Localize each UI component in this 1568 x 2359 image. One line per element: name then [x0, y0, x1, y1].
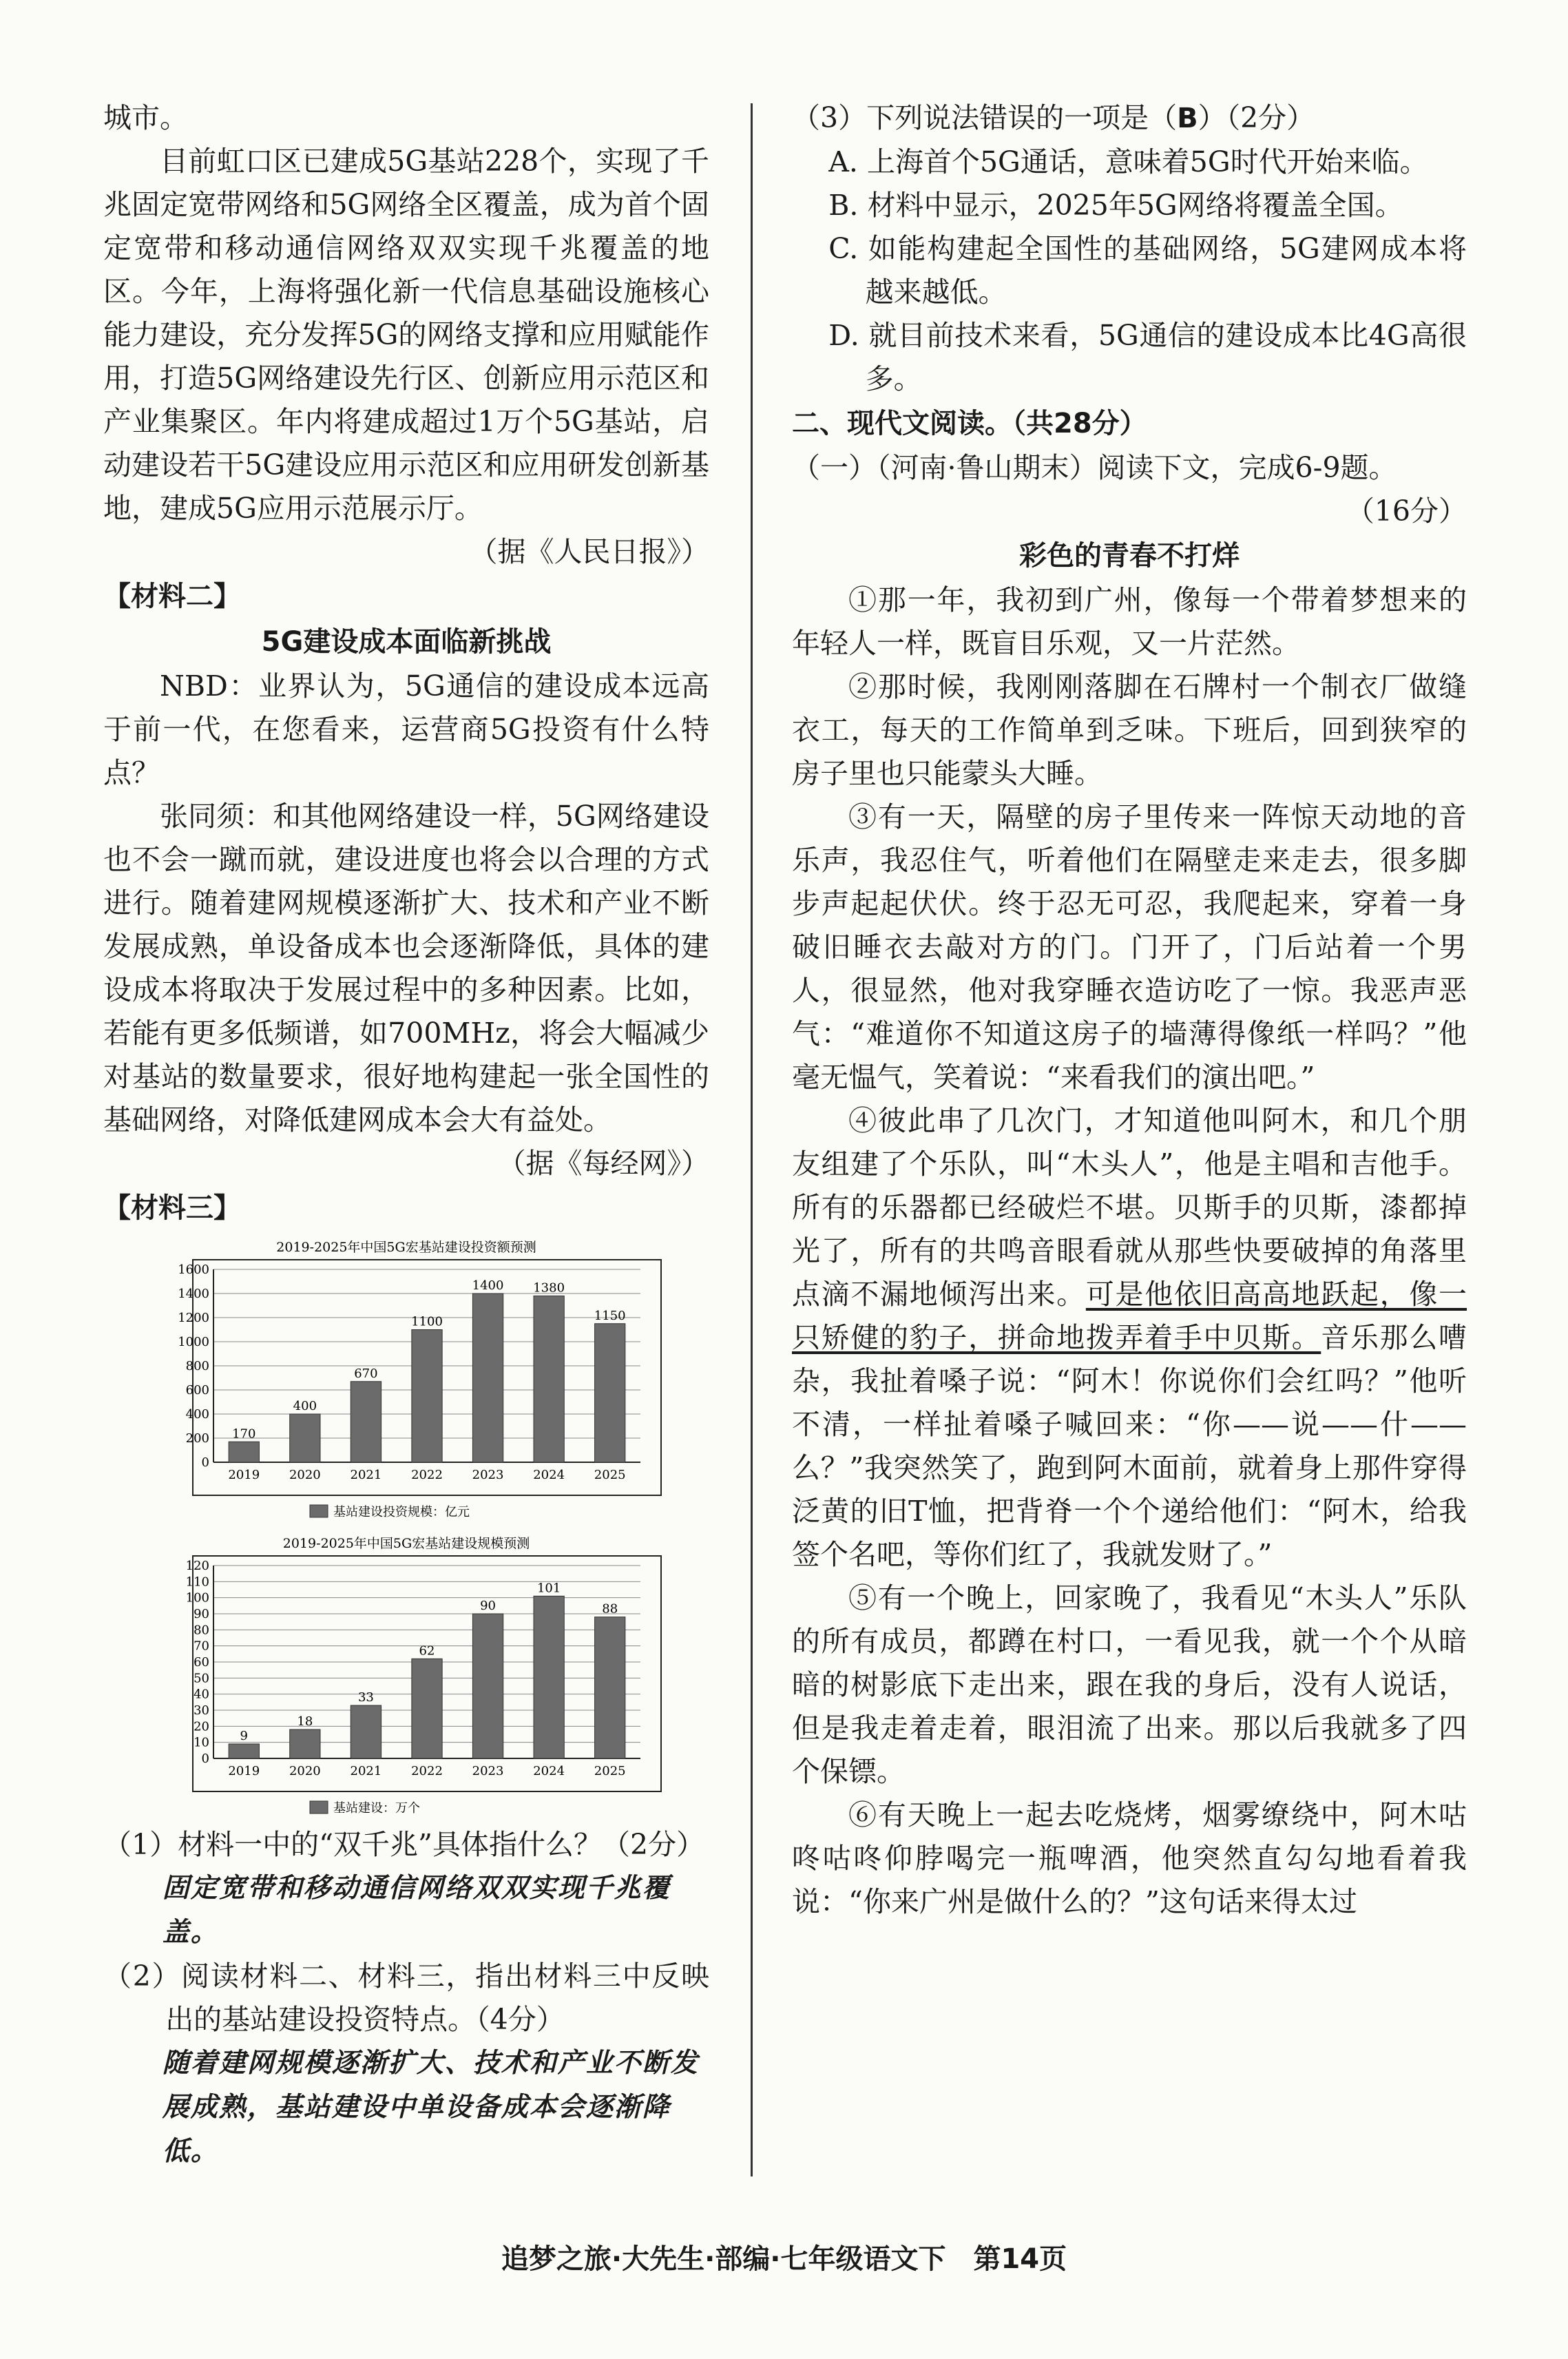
data-label: 400 [293, 1399, 317, 1413]
data-label: 62 [419, 1643, 435, 1659]
x-tick-label: 2019 [228, 1764, 260, 1778]
bar [412, 1330, 442, 1463]
y-tick-label: 1000 [178, 1335, 209, 1349]
legend-swatch [310, 1801, 328, 1814]
article-paragraph-1: ①那一年，我初到广州，像每一个带着梦想来的年轻人一样，既盲目乐观，又一片茫然。 [792, 583, 1467, 660]
y-tick-label: 50 [194, 1671, 209, 1686]
bar [290, 1729, 320, 1758]
option-a: A. 上海首个5G通话，意味着5G时代开始来临。 [828, 145, 1428, 178]
data-label: 88 [602, 1601, 618, 1617]
subsection-score: （16分） [1346, 495, 1467, 528]
y-tick-label: 120 [185, 1559, 209, 1573]
bar [290, 1414, 320, 1462]
y-tick-label: 1200 [178, 1311, 209, 1325]
option-d: D. 就目前技术来看，5G通信的建设成本比4G高很多。 [828, 319, 1467, 395]
scale-chart-svg [145, 1531, 668, 1820]
legend-swatch [310, 1505, 328, 1517]
x-tick-label: 2023 [472, 1764, 504, 1778]
x-tick-label: 2019 [228, 1468, 260, 1482]
x-tick-label: 2025 [594, 1764, 626, 1778]
y-tick-label: 600 [185, 1383, 209, 1397]
article-paragraph-4: ④彼此串了几次门，才知道他叫阿木，和几个朋友组建了个乐队，叫“木头人”，他是主唱和吉他手。所有的乐器都已经破烂不堪。贝斯手的贝斯，漆都掉光了，所有的共鸣音眼看就从那些快要破掉的角落里点滴不漏地倾泻出来。可是他依旧高高地跃起，像一只矫健的豹子，拼命地拨弄着手中贝斯。音乐那么嘈杂，我扯着嗓子说：“阿木！你说你们会红吗？”他听不清，一样扯着嗓子喊回来：“你——说——什——么？”我突然笑了，跑到阿木面前，就着身上那件穿得泛黄的旧T恤，把背脊一个个递给他们：“阿木，给我签个名吧，等你们红了，我就发财了。” [792, 1104, 1467, 1571]
option-c: C. 如能构建起全国性的基础网络，5G建网成本将越来越低。 [828, 232, 1467, 309]
y-tick-label: 0 [201, 1455, 209, 1470]
left-column [103, 96, 709, 2174]
data-label: 170 [232, 1426, 256, 1442]
y-tick-label: 0 [201, 1752, 209, 1766]
bar [229, 1744, 259, 1758]
x-tick-label: 2023 [472, 1468, 504, 1482]
y-tick-label: 90 [194, 1607, 209, 1621]
y-tick-label: 800 [185, 1359, 209, 1373]
material2-answer: 张同须：和其他网络建设一样，5G网络建设也不会一蹴而就，建设进度也将会以合理的方式进行。随着建网规模逐渐扩大、技术和产业不断发展成熟，单设备成本也会逐渐降低，具体的建设成本将取决于发展过程中的多种因素。比如，若能有更多低频谱，如700MHz，将会大幅减少对基站的数量要求，很好地构建起一张全国性的基础网络，对降低建网成本会大有益处。 [103, 800, 709, 1136]
material2-label: 【材料二】 [103, 581, 241, 612]
y-tick-label: 70 [194, 1639, 209, 1654]
x-tick-label: 2022 [411, 1764, 443, 1778]
x-tick-label: 2025 [594, 1468, 626, 1482]
data-label: 1400 [472, 1278, 504, 1293]
y-tick-label: 10 [194, 1735, 209, 1750]
article-title: 彩色的青春不打烊 [1019, 540, 1240, 572]
data-label: 18 [297, 1714, 313, 1729]
x-tick-label: 2021 [350, 1764, 382, 1778]
bar [351, 1705, 381, 1758]
y-tick-label: 400 [185, 1407, 209, 1422]
page-footer: 追梦之旅·大先生·部编·七年级语文下 第14页 [501, 2243, 1067, 2275]
material2-question: NBD：业界认为，5G通信的建设成本远高于前一代，在您看来，运营商5G投资有什么特点？ [103, 669, 709, 789]
x-tick-label: 2020 [289, 1764, 321, 1778]
chart-title: 2019-2025年中国5G宏基站建设投资额预测 [276, 1240, 536, 1255]
section-2-heading: 二、现代文阅读。（共28分） [792, 408, 1147, 439]
underlined-sentence: 可是他依旧高高地跃起，像一只矫健的豹子，拼命地拨弄着手中贝斯。 [792, 1278, 1467, 1354]
article-paragraph-3: ③有一天，隔壁的房子里传来一阵惊天动地的音乐声，我忍住气，听着他们在隔壁走来走去，很多脚步声起起伏伏。终于忍无可忍，我爬起来，穿着一身破旧睡衣去敲对方的门。门开了，门后站着一个男人，很显然，他对我穿睡衣造访吃了一惊。我恶声恶气：“难道你不知道这房子的墙薄得像纸一样吗？”他毫无愠气，笑着说：“来看我们的演出吧。” [792, 800, 1467, 1094]
bar [351, 1382, 381, 1462]
scale-chart [145, 1531, 668, 1823]
option-b: B. 材料中显示，2025年5G网络将覆盖全国。 [828, 189, 1403, 222]
bar [472, 1293, 503, 1462]
x-tick-label: 2021 [350, 1468, 382, 1482]
y-tick-label: 1600 [178, 1262, 209, 1277]
bar [534, 1596, 564, 1758]
material2-title: 5G建设成本面临新挑战 [261, 626, 552, 658]
legend-label: 基站建设：万个 [333, 1801, 420, 1816]
column-divider [751, 103, 753, 2176]
material2-source: （据《每经网》） [497, 1147, 709, 1180]
material1-paragraph: 目前虹口区已建成5G基站228个，实现了千兆固定宽带网络和5G网络全区覆盖，成为首个固定宽带和移动通信网络双双实现千兆覆盖的地区。今年，上海将强化新一代信息基础设施核心能力建设，充分发挥5G的网络支撑和应用赋能作用，打造5G网络建设先行区、创新应用示范区和产业集聚区。年内将建成超过1万个5G基站，启动建设若干5G建设应用示范区和应用研发创新基地，建成5G应用示范展示厅。 [103, 145, 709, 525]
y-tick-label: 110 [185, 1575, 209, 1590]
y-tick-label: 100 [185, 1590, 209, 1605]
legend-label: 基站建设投资规模：亿元 [333, 1505, 470, 1519]
y-tick-label: 30 [194, 1703, 209, 1718]
y-tick-label: 80 [194, 1623, 209, 1638]
article-paragraph-2: ②那时候，我刚刚落脚在石牌村一个制衣厂做缝衣工，每天的工作简单到乏味。下班后，回到狭窄的房子里也只能蒙头大睡。 [792, 670, 1467, 790]
y-tick-label: 60 [194, 1655, 209, 1670]
data-label: 1100 [411, 1314, 443, 1329]
bar [229, 1442, 259, 1462]
answer-2: 随着建网规模逐渐扩大、技术和产业不断发展成熟，基站建设中单设备成本会逐渐降低。 [162, 2048, 699, 2167]
article-paragraph-6: ⑥有天晚上一起去吃烧烤，烟雾缭绕中，阿木咕咚咕咚仰脖喝完一瓶啤酒，他突然直勾勾地看着我说：“你来广州是做什么的？”这句话来得太过 [792, 1798, 1467, 1918]
material1-tail: 城市。 [103, 101, 188, 134]
x-tick-label: 2020 [289, 1468, 321, 1482]
question-3-answer: B [1177, 103, 1198, 134]
right-column [792, 96, 1467, 1924]
question-2: （2）阅读材料二、材料三，指出材料三中反映出的基站建设投资特点。（4分） [103, 1960, 709, 2036]
investment-chart-svg [145, 1235, 668, 1524]
data-label: 670 [354, 1366, 378, 1381]
bar [412, 1659, 442, 1758]
y-tick-label: 40 [194, 1687, 209, 1702]
investment-chart [145, 1235, 668, 1527]
question-1: （1）材料一中的“双千兆”具体指什么？（2分） [103, 1828, 705, 1861]
data-label: 1380 [533, 1280, 565, 1296]
y-tick-label: 1400 [178, 1287, 209, 1301]
bar [534, 1296, 564, 1463]
x-tick-label: 2022 [411, 1468, 443, 1482]
data-label: 101 [536, 1581, 561, 1596]
data-label: 1150 [594, 1308, 626, 1323]
article-paragraph-5: ⑤有一个晚上，回家晚了，我看见“木头人”乐队的所有成员，都蹲在村口，一看见我，就一个个从暗暗的树影底下走出来，跟在我的身后，没有人说话，但是我走着走着，眼泪流了出来。那以后我就多了四个保镖。 [792, 1581, 1467, 1788]
material3-label: 【材料三】 [103, 1192, 241, 1224]
chart-title: 2019-2025年中国5G宏基站建设规模预测 [282, 1536, 530, 1551]
x-tick-label: 2024 [533, 1764, 565, 1778]
question-3: （3）下列说法错误的一项是（B）（2分） [792, 101, 1315, 134]
x-tick-label: 2024 [533, 1468, 565, 1482]
bar [595, 1324, 625, 1462]
bar [472, 1614, 503, 1758]
data-label: 9 [240, 1729, 249, 1743]
data-label: 33 [357, 1690, 374, 1705]
data-label: 90 [480, 1599, 496, 1613]
bar [595, 1617, 625, 1758]
answer-1: 固定宽带和移动通信网络双双实现千兆覆盖。 [162, 1873, 671, 1948]
y-tick-label: 200 [185, 1431, 209, 1446]
subsection-1-heading: （一）（河南·鲁山期末）阅读下文，完成6-9题。 [792, 451, 1397, 484]
y-tick-label: 20 [194, 1719, 209, 1734]
material1-source: （据《人民日报》） [469, 535, 709, 568]
